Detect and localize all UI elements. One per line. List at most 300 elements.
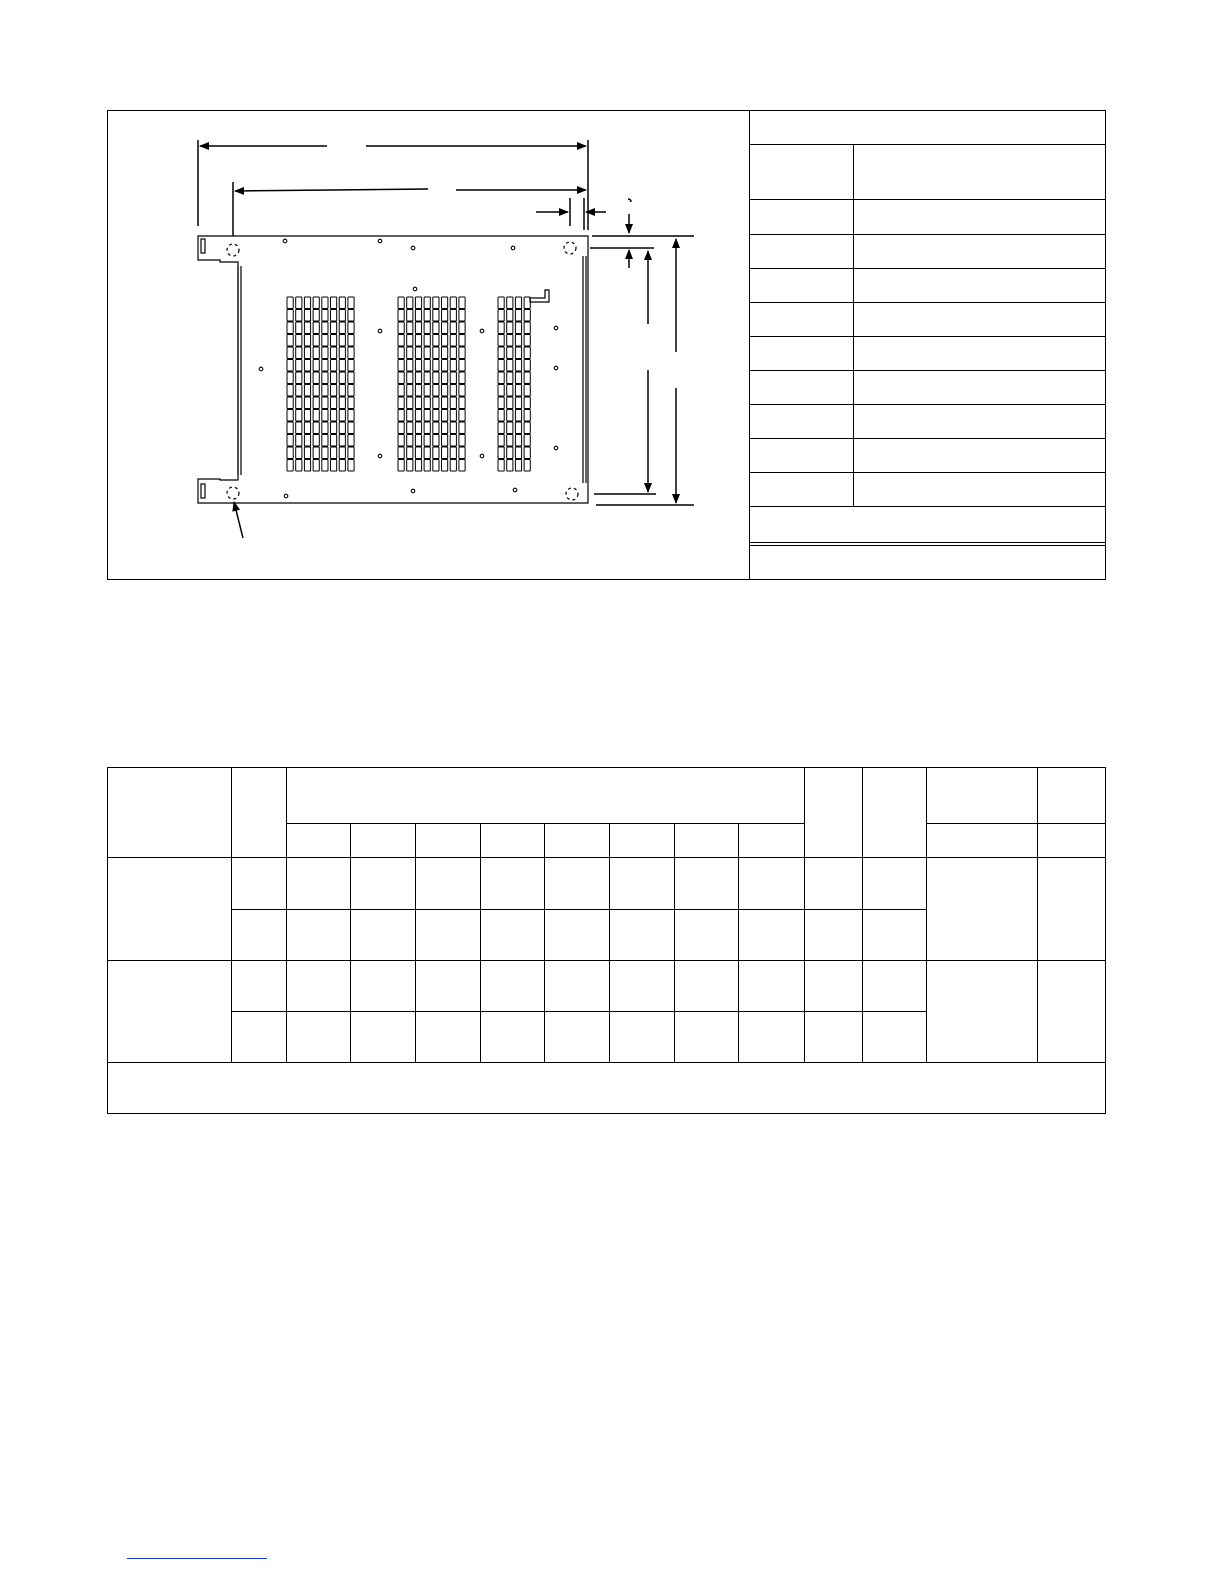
vent-slot xyxy=(459,372,465,384)
vent-slot xyxy=(433,297,439,309)
vent-slot xyxy=(450,347,456,359)
vent-slot xyxy=(296,447,302,459)
vent-slot xyxy=(507,435,513,447)
vent-slot xyxy=(515,410,521,422)
vent-slot xyxy=(313,372,319,384)
vent-slot xyxy=(331,460,337,472)
vent-slot xyxy=(313,385,319,397)
vent-slot xyxy=(442,310,448,322)
vent-slot xyxy=(515,447,521,459)
vent-slot xyxy=(515,297,521,309)
vent-slot xyxy=(322,347,328,359)
vent-slot xyxy=(524,447,530,459)
vent-slot xyxy=(442,347,448,359)
spec-col-rule xyxy=(480,823,481,1062)
vent-slot xyxy=(450,372,456,384)
spec-row-rule xyxy=(231,909,926,910)
spec-col-rule xyxy=(862,767,863,1062)
vent-slot xyxy=(331,422,337,434)
vent-slot xyxy=(433,310,439,322)
vent-slot xyxy=(348,460,354,472)
vent-slot xyxy=(498,460,504,472)
spec-col-rule xyxy=(926,767,927,1062)
vent-slot xyxy=(424,360,430,372)
vent-slot xyxy=(304,360,310,372)
vent-slot xyxy=(322,435,328,447)
vent-slot xyxy=(459,347,465,359)
spec-col-rule xyxy=(544,823,545,1062)
vent-slot xyxy=(515,347,521,359)
vent-slot xyxy=(296,397,302,409)
spec-row-rule xyxy=(231,1011,926,1012)
vent-slot xyxy=(322,335,328,347)
vent-slot xyxy=(424,447,430,459)
top-offset-dimension xyxy=(590,199,694,268)
vent-slot xyxy=(287,422,293,434)
vent-slot xyxy=(433,322,439,334)
spec-col-rule xyxy=(738,823,739,1062)
vent-slot xyxy=(507,360,513,372)
vent-slot xyxy=(424,435,430,447)
vent-slot xyxy=(415,310,421,322)
vent-slot xyxy=(407,460,413,472)
spec-col-rule xyxy=(286,767,287,1062)
vent-slot xyxy=(524,347,530,359)
vent-slot xyxy=(339,372,345,384)
vent-slot xyxy=(433,360,439,372)
vent-slot xyxy=(296,422,302,434)
vent-slot xyxy=(415,410,421,422)
vent-slot xyxy=(304,335,310,347)
vent-slot xyxy=(348,435,354,447)
vent-slot xyxy=(442,372,448,384)
vent-slot xyxy=(313,422,319,434)
vent-slot xyxy=(331,397,337,409)
vent-slot xyxy=(415,372,421,384)
vent-slot xyxy=(424,410,430,422)
dimension-table-row-rule xyxy=(749,438,1105,439)
vent-slot xyxy=(331,335,337,347)
vent-slot xyxy=(304,410,310,422)
vent-slot xyxy=(398,410,404,422)
vent-slot xyxy=(348,410,354,422)
vent-slot xyxy=(498,435,504,447)
vent-slot xyxy=(498,447,504,459)
vent-slot xyxy=(322,422,328,434)
vent-slot xyxy=(507,397,513,409)
dimension-table-double-rule xyxy=(749,542,1105,543)
vent-slot xyxy=(524,410,530,422)
vent-slot xyxy=(331,322,337,334)
vent-slot xyxy=(459,360,465,372)
vent-slot xyxy=(304,347,310,359)
vent-slot xyxy=(424,322,430,334)
vent-slot xyxy=(433,347,439,359)
vent-slot xyxy=(304,297,310,309)
vent-slot xyxy=(415,460,421,472)
spec-col-rule xyxy=(231,767,232,1062)
spec-header-subrule xyxy=(926,823,1106,824)
vent-slot xyxy=(433,422,439,434)
vent-slot xyxy=(433,372,439,384)
vent-slot xyxy=(407,310,413,322)
vent-slot xyxy=(424,347,430,359)
vent-slot xyxy=(339,297,345,309)
vent-slot xyxy=(407,360,413,372)
vent-slot xyxy=(442,460,448,472)
vent-slot xyxy=(433,435,439,447)
vent-slot xyxy=(296,460,302,472)
vent-slot xyxy=(450,385,456,397)
vent-slot xyxy=(415,335,421,347)
vent-slot xyxy=(296,310,302,322)
vent-slot xyxy=(331,297,337,309)
vent-slot xyxy=(398,322,404,334)
ventilation-slots xyxy=(287,297,530,471)
vent-slot xyxy=(407,435,413,447)
vent-slot xyxy=(348,335,354,347)
vent-slot xyxy=(424,335,430,347)
vent-slot xyxy=(459,460,465,472)
spec-col-rule xyxy=(674,823,675,1062)
vent-slot xyxy=(415,347,421,359)
vent-slot xyxy=(498,422,504,434)
vent-slot xyxy=(322,372,328,384)
vent-slot xyxy=(398,397,404,409)
vent-slot xyxy=(331,435,337,447)
vent-slot xyxy=(415,322,421,334)
vent-slot xyxy=(442,297,448,309)
vent-slot xyxy=(348,297,354,309)
vent-slot xyxy=(322,297,328,309)
vent-slot xyxy=(304,460,310,472)
vent-slot xyxy=(507,347,513,359)
vent-slot xyxy=(507,310,513,322)
vent-slot xyxy=(442,397,448,409)
vent-slot xyxy=(339,460,345,472)
vent-slot xyxy=(287,447,293,459)
vent-slot xyxy=(442,322,448,334)
vent-slot xyxy=(450,447,456,459)
vent-slot xyxy=(424,422,430,434)
vent-slot xyxy=(515,385,521,397)
vent-slot xyxy=(313,347,319,359)
vent-slot xyxy=(348,385,354,397)
dimension-table-row-rule xyxy=(749,336,1105,337)
vent-slot xyxy=(424,397,430,409)
vent-slot xyxy=(339,397,345,409)
vent-slot xyxy=(296,372,302,384)
vent-slot xyxy=(398,335,404,347)
vent-slot xyxy=(442,335,448,347)
vent-slot xyxy=(459,310,465,322)
vent-slot xyxy=(407,372,413,384)
vent-slot xyxy=(524,322,530,334)
vent-slot xyxy=(348,347,354,359)
vent-slot xyxy=(507,335,513,347)
vent-slot xyxy=(450,460,456,472)
vent-slot xyxy=(296,322,302,334)
vent-slot xyxy=(304,397,310,409)
spec-header-subrule xyxy=(286,823,804,824)
dimension-table-row-rule xyxy=(749,472,1105,473)
vent-slot xyxy=(407,447,413,459)
vent-slot xyxy=(398,360,404,372)
vent-slot xyxy=(287,435,293,447)
vent-slot xyxy=(322,360,328,372)
vent-slot xyxy=(348,397,354,409)
vent-slot xyxy=(415,447,421,459)
vent-slot xyxy=(459,297,465,309)
spec-col-rule xyxy=(609,823,610,1062)
vent-slot xyxy=(339,422,345,434)
vent-slot xyxy=(339,322,345,334)
vent-slot xyxy=(296,435,302,447)
vent-slot xyxy=(524,385,530,397)
vent-slot xyxy=(450,297,456,309)
vent-slot xyxy=(507,297,513,309)
vent-slot xyxy=(296,360,302,372)
height-dimensions xyxy=(594,239,694,505)
vent-slot xyxy=(322,385,328,397)
vent-slot xyxy=(339,385,345,397)
vent-slot xyxy=(515,422,521,434)
vent-slot xyxy=(442,435,448,447)
vent-slot xyxy=(313,310,319,322)
vent-slot xyxy=(407,322,413,334)
vent-slot xyxy=(433,447,439,459)
vent-slot xyxy=(398,372,404,384)
vent-slot xyxy=(415,360,421,372)
vent-slot xyxy=(296,297,302,309)
vent-slot xyxy=(322,397,328,409)
vent-slot xyxy=(287,410,293,422)
vent-slot xyxy=(398,422,404,434)
overall-width-dimension xyxy=(198,140,588,230)
vent-slot xyxy=(524,397,530,409)
vent-slot xyxy=(331,310,337,322)
spec-group-rule xyxy=(107,960,1106,961)
dimension-table-row-rule xyxy=(749,302,1105,303)
vent-slot xyxy=(313,460,319,472)
dimension-table-row-rule xyxy=(749,506,1105,507)
spec-col-rule xyxy=(1037,767,1038,1062)
vent-slot xyxy=(459,335,465,347)
vent-slot xyxy=(498,310,504,322)
vent-slot xyxy=(498,360,504,372)
vent-slot xyxy=(459,322,465,334)
vent-slot xyxy=(415,397,421,409)
vent-slot xyxy=(348,447,354,459)
vent-slot xyxy=(322,310,328,322)
vent-slot xyxy=(515,397,521,409)
vent-slot xyxy=(442,385,448,397)
vent-slot xyxy=(398,310,404,322)
vent-slot xyxy=(442,422,448,434)
vent-slot xyxy=(507,372,513,384)
vent-slot xyxy=(339,347,345,359)
vent-slot xyxy=(296,410,302,422)
vent-slot xyxy=(515,435,521,447)
spec-col-rule xyxy=(804,767,805,1062)
spec-col-rule xyxy=(415,823,416,1062)
vent-slot xyxy=(287,397,293,409)
vent-slot xyxy=(415,385,421,397)
vent-slot xyxy=(287,335,293,347)
vent-slot xyxy=(339,435,345,447)
vent-slot xyxy=(287,310,293,322)
vent-slot xyxy=(331,360,337,372)
spec-footer-rule xyxy=(107,1062,1106,1063)
vent-slot xyxy=(339,310,345,322)
vent-slot xyxy=(348,310,354,322)
vent-slot xyxy=(398,447,404,459)
vent-slot xyxy=(287,322,293,334)
dimension-table-double-rule xyxy=(749,545,1105,546)
dimension-table-header-rule xyxy=(749,144,1105,145)
vent-slot xyxy=(450,335,456,347)
vent-slot xyxy=(424,297,430,309)
vent-slot xyxy=(407,422,413,434)
vent-slot xyxy=(287,347,293,359)
dimension-table-row-rule xyxy=(749,268,1105,269)
vent-slot xyxy=(433,335,439,347)
vent-slot xyxy=(450,435,456,447)
mounting-width-dimension xyxy=(233,182,586,236)
vent-slot xyxy=(442,360,448,372)
vent-slot xyxy=(498,335,504,347)
vent-slot xyxy=(313,335,319,347)
vent-slot xyxy=(322,460,328,472)
vent-slot xyxy=(331,385,337,397)
vent-slot xyxy=(339,410,345,422)
vent-slot xyxy=(450,397,456,409)
vent-slot xyxy=(450,422,456,434)
vent-slot xyxy=(433,385,439,397)
vent-slot xyxy=(459,447,465,459)
vent-slot xyxy=(287,372,293,384)
vent-slot xyxy=(339,335,345,347)
vent-slot xyxy=(524,360,530,372)
dimension-table-row-rule xyxy=(749,234,1105,235)
vent-slot xyxy=(331,410,337,422)
vent-slot xyxy=(331,372,337,384)
vent-slot xyxy=(296,385,302,397)
vent-slot xyxy=(450,360,456,372)
vent-slot xyxy=(433,460,439,472)
vent-slot xyxy=(296,335,302,347)
vent-slot xyxy=(507,322,513,334)
vent-slot xyxy=(348,372,354,384)
enclosure-plate xyxy=(198,236,588,503)
footer-link-underline[interactable] xyxy=(127,1558,267,1559)
vent-slot xyxy=(459,397,465,409)
vent-slot xyxy=(339,447,345,459)
vent-slot xyxy=(498,410,504,422)
vent-slot xyxy=(398,347,404,359)
vent-slot xyxy=(407,385,413,397)
vent-slot xyxy=(524,435,530,447)
mounting-hole-leader xyxy=(234,502,243,538)
vent-slot xyxy=(524,460,530,472)
vent-slot xyxy=(507,460,513,472)
vent-slot xyxy=(331,447,337,459)
vent-slot xyxy=(415,297,421,309)
dimension-table-row-rule xyxy=(749,370,1105,371)
vent-slot xyxy=(524,297,530,309)
vent-slot xyxy=(415,435,421,447)
vent-slot xyxy=(442,447,448,459)
vent-slot xyxy=(322,410,328,422)
vent-slot xyxy=(524,310,530,322)
hole-offset-dimension xyxy=(536,198,606,230)
vent-slot xyxy=(407,297,413,309)
vent-slot xyxy=(524,335,530,347)
vent-slot xyxy=(450,310,456,322)
vent-slot xyxy=(407,397,413,409)
vent-slot xyxy=(524,422,530,434)
vent-slot xyxy=(450,322,456,334)
vent-slot xyxy=(304,385,310,397)
vent-slot xyxy=(498,372,504,384)
vent-slot xyxy=(313,435,319,447)
vent-slot xyxy=(304,435,310,447)
vent-slot xyxy=(296,347,302,359)
vent-slot xyxy=(287,297,293,309)
vent-slot xyxy=(407,347,413,359)
vent-slot xyxy=(515,460,521,472)
vent-slot xyxy=(322,447,328,459)
vent-slot xyxy=(287,460,293,472)
vent-slot xyxy=(433,410,439,422)
vent-slot xyxy=(398,435,404,447)
spec-col-rule xyxy=(350,823,351,1062)
dimension-table-row-rule xyxy=(749,199,1105,200)
vent-slot xyxy=(304,322,310,334)
vent-slot xyxy=(313,322,319,334)
vent-slot xyxy=(287,385,293,397)
vent-slot xyxy=(459,435,465,447)
vent-slot xyxy=(459,410,465,422)
vent-slot xyxy=(524,372,530,384)
vent-slot xyxy=(287,360,293,372)
vent-slot xyxy=(515,360,521,372)
vent-slot xyxy=(348,422,354,434)
vent-slot xyxy=(339,360,345,372)
vent-slot xyxy=(424,310,430,322)
vent-slot xyxy=(498,297,504,309)
vent-slot xyxy=(433,397,439,409)
vent-slot xyxy=(313,360,319,372)
vent-slot xyxy=(348,322,354,334)
vent-slot xyxy=(515,310,521,322)
vent-slot xyxy=(442,410,448,422)
vent-slot xyxy=(507,447,513,459)
vent-slot xyxy=(398,385,404,397)
vent-slot xyxy=(313,397,319,409)
vent-slot xyxy=(515,335,521,347)
vent-slot xyxy=(450,410,456,422)
vent-slot xyxy=(424,372,430,384)
vent-slot xyxy=(313,410,319,422)
vent-slot xyxy=(304,310,310,322)
vent-slot xyxy=(498,347,504,359)
vent-slot xyxy=(398,297,404,309)
vent-slot xyxy=(498,397,504,409)
vent-slot xyxy=(304,372,310,384)
vent-slot xyxy=(313,297,319,309)
vent-slot xyxy=(407,410,413,422)
